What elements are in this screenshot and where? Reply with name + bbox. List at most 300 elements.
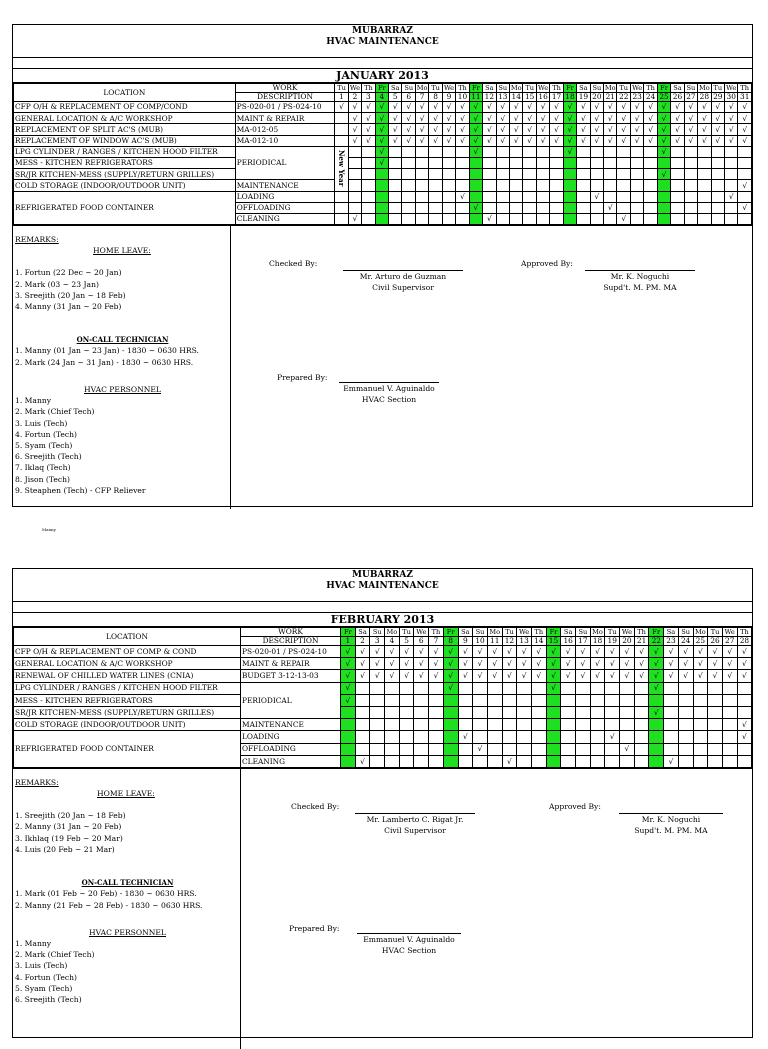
schedule-cell (563, 180, 576, 191)
day-name-cell: Fr (563, 84, 576, 93)
check-mark: √ (684, 135, 697, 146)
personnel-list (15, 395, 230, 496)
schedule-cell (385, 706, 400, 718)
schedule-cell (399, 731, 414, 743)
schedule-cell (399, 719, 414, 731)
schedule-cell (443, 694, 458, 706)
schedule-cell (458, 706, 473, 718)
oncall-title: ON-CALL TECHNICIAN (81, 878, 174, 888)
day-name-cell: Tu (711, 84, 724, 93)
check-mark: √ (671, 113, 684, 124)
day-number-cell: 23 (630, 93, 643, 102)
check-mark: √ (469, 202, 482, 213)
schedule-cell (496, 180, 509, 191)
schedule-cell (362, 180, 375, 191)
schedule-cell (442, 213, 455, 224)
list-item: 7. Iklaq (Tech) (15, 463, 71, 473)
table-row (14, 682, 752, 694)
check-mark: √ (630, 135, 643, 146)
prepared-by-title: HVAC Section (381, 945, 437, 955)
check-mark: √ (469, 113, 482, 124)
day-name-cell: Fr (657, 84, 670, 93)
check-mark: √ (664, 646, 679, 658)
schedule-cell (630, 157, 643, 168)
check-mark: √ (523, 102, 536, 113)
schedule-cell (523, 202, 536, 213)
check-mark: √ (531, 670, 546, 682)
check-mark: √ (617, 113, 630, 124)
schedule-cell (604, 146, 617, 157)
work-description-cell: LOADING (241, 731, 341, 743)
work-description-cell: MA-012-05 (235, 124, 335, 135)
schedule-cell (561, 706, 576, 718)
schedule-cell (341, 706, 356, 718)
schedule-cell (708, 706, 723, 718)
schedule-cell (348, 169, 361, 180)
check-mark: √ (496, 113, 509, 124)
day-name-cell: Tu (399, 628, 414, 637)
schedule-cell (722, 682, 737, 694)
check-mark: √ (671, 124, 684, 135)
check-mark: √ (724, 102, 737, 113)
table-row (14, 646, 752, 658)
schedule-cell (414, 682, 429, 694)
schedule-cell (523, 213, 536, 224)
schedule-cell (577, 169, 590, 180)
check-mark: √ (458, 646, 473, 658)
schedule-cell (442, 191, 455, 202)
check-mark: √ (649, 658, 664, 670)
schedule-cell (429, 755, 444, 767)
check-mark: √ (590, 113, 603, 124)
day-number-cell: 5 (399, 637, 414, 646)
work-description-cell: PERIODICAL (235, 146, 335, 180)
schedule-cell (473, 694, 488, 706)
day-number-cell: 20 (590, 93, 603, 102)
check-mark: √ (546, 682, 561, 694)
schedule-cell (671, 146, 684, 157)
schedule-cell (496, 146, 509, 157)
day-number-cell: 17 (576, 637, 591, 646)
schedule-cell (708, 694, 723, 706)
schedule-cell (630, 213, 643, 224)
check-mark: √ (375, 102, 388, 113)
schedule-cell (370, 694, 385, 706)
day-number-cell: 2 (348, 93, 361, 102)
schedule-cell (605, 743, 620, 755)
schedule-cell (590, 719, 605, 731)
location-cell: REPLACEMENT OF SPLIT AC'S (MUB) (14, 124, 236, 135)
check-mark: √ (414, 646, 429, 658)
schedule-cell (722, 694, 737, 706)
schedule-cell (693, 731, 708, 743)
schedule-cell (722, 743, 737, 755)
check-mark: √ (649, 670, 664, 682)
schedule-cell (634, 706, 649, 718)
schedule-cell (375, 202, 388, 213)
oncall-list (15, 888, 240, 910)
schedule-cell (370, 743, 385, 755)
check-mark: √ (577, 124, 590, 135)
day-name-cell: Sa (577, 84, 590, 93)
schedule-cell (678, 682, 693, 694)
location-cell: RENEWAL OF CHILLED WATER LINES (CNIA) (14, 670, 241, 682)
schedule-cell (724, 169, 737, 180)
schedule-cell (722, 731, 737, 743)
schedule-cell (429, 682, 444, 694)
check-mark: √ (722, 646, 737, 658)
schedule-cell (362, 213, 375, 224)
day-name-cell: Th (362, 84, 375, 93)
day-name-cell: Th (644, 84, 657, 93)
day-number-cell: 12 (483, 93, 496, 102)
check-mark: √ (429, 102, 442, 113)
schedule-cell (590, 202, 603, 213)
day-number-cell: 17 (550, 93, 563, 102)
day-number-cell: 26 (708, 637, 723, 646)
schedule-cell (738, 191, 752, 202)
check-mark: √ (644, 102, 657, 113)
schedule-cell (483, 202, 496, 213)
list-item: 1. Fortun (22 Dec ~ 20 Jan) (15, 268, 122, 278)
schedule-cell (737, 706, 752, 718)
month-title: JANUARY 2013 (13, 69, 752, 83)
check-mark: √ (657, 102, 670, 113)
table-row (14, 706, 752, 718)
check-mark: √ (483, 124, 496, 135)
schedule-cell (483, 191, 496, 202)
work-description-cell: MAINTENANCE (241, 719, 341, 731)
list-item: 4. Fortun (Tech) (15, 429, 77, 439)
check-mark: √ (341, 694, 356, 706)
day-number-cell: 26 (671, 93, 684, 102)
check-mark: √ (509, 124, 522, 135)
schedule-cell (385, 743, 400, 755)
schedule-cell (576, 719, 591, 731)
schedule-cell (536, 146, 549, 157)
schedule-cell (577, 213, 590, 224)
day-name-cell: Fr (469, 84, 482, 93)
check-mark: √ (617, 102, 630, 113)
day-number-cell: 2 (355, 637, 370, 646)
check-mark: √ (671, 135, 684, 146)
list-item: 4. Luis (20 Feb ~ 21 Mar) (15, 844, 115, 854)
schedule-cell (737, 755, 752, 767)
schedule-cell (577, 146, 590, 157)
check-mark: √ (664, 755, 679, 767)
list-item: 1. Manny (01 Jan ~ 23 Jan) - 1830 ~ 0630 HRS. (15, 346, 199, 356)
day-name-cell: Tu (708, 628, 723, 637)
schedule-cell (634, 719, 649, 731)
schedule-cell (620, 694, 635, 706)
work-description-cell: MAINTENANCE (235, 180, 335, 191)
check-mark: √ (576, 658, 591, 670)
list-item: 2. Manny (21 Feb ~ 28 Feb) - 1830 ~ 0630 HRS. (15, 900, 203, 910)
table-row (14, 157, 752, 168)
work-description-header: WORK (241, 628, 341, 637)
schedule-cell (414, 743, 429, 755)
check-mark: √ (722, 658, 737, 670)
check-mark: √ (671, 102, 684, 113)
check-mark: √ (389, 124, 402, 135)
check-mark: √ (620, 670, 635, 682)
schedule-cell (355, 694, 370, 706)
day-name-cell: We (414, 628, 429, 637)
day-name-cell: We (632, 83, 643, 92)
check-mark: √ (442, 102, 455, 113)
day-name-cell: Mo (416, 83, 428, 92)
schedule-cell (385, 682, 400, 694)
schedule-cell (605, 682, 620, 694)
check-mark: √ (414, 658, 429, 670)
work-description-header-2: DESCRIPTION (235, 93, 335, 102)
schedule-cell (429, 202, 442, 213)
day-number-cell: 14 (509, 93, 522, 102)
schedule-cell (487, 743, 502, 755)
check-mark: √ (335, 102, 348, 113)
home-leave-list (15, 267, 230, 312)
prepared-by-label: Prepared By: (277, 373, 328, 383)
schedule-cell (590, 180, 603, 191)
schedule-cell (496, 213, 509, 224)
check-mark: √ (644, 124, 657, 135)
schedule-cell (604, 157, 617, 168)
check-mark: √ (355, 755, 370, 767)
schedule-cell (698, 180, 711, 191)
schedule-cell (590, 146, 603, 157)
check-mark: √ (517, 658, 532, 670)
schedule-cell (664, 731, 679, 743)
check-mark: √ (362, 124, 375, 135)
schedule-cell (348, 191, 361, 202)
check-mark: √ (605, 670, 620, 682)
check-mark: √ (711, 102, 724, 113)
schedule-cell (402, 180, 415, 191)
schedule-cell (630, 202, 643, 213)
approved-by-title: Supd't. M. PM. MA (634, 825, 708, 835)
schedule-cell (722, 755, 737, 767)
schedule-cell (671, 191, 684, 202)
work-description-cell: MAINT & REPAIR (241, 658, 341, 670)
schedule-cell (473, 706, 488, 718)
schedule-cell (443, 755, 458, 767)
schedule-cell (429, 146, 442, 157)
check-mark: √ (590, 646, 605, 658)
schedule-cell (389, 202, 402, 213)
schedule-grid (13, 627, 752, 768)
schedule-cell (698, 213, 711, 224)
check-mark: √ (546, 658, 561, 670)
schedule-cell (523, 180, 536, 191)
list-item: 2. Mark (Chief Tech) (15, 407, 95, 417)
schedule-cell (576, 755, 591, 767)
schedule-cell (657, 191, 670, 202)
schedule-cell (536, 202, 549, 213)
schedule-cell (737, 743, 752, 755)
schedule-cell (576, 694, 591, 706)
day-name-cell: We (620, 628, 635, 637)
check-mark: √ (487, 658, 502, 670)
list-item: 3. Ikhlaq (19 Feb ~ 20 Mar) (15, 833, 123, 843)
approved-by-label: Approved By: (549, 801, 601, 811)
schedule-cell (458, 755, 473, 767)
check-mark: √ (442, 113, 455, 124)
location-header: LOCATION (14, 628, 241, 646)
schedule-cell (523, 169, 536, 180)
schedule-cell (678, 731, 693, 743)
schedule-cell (362, 202, 375, 213)
schedule-cell (724, 146, 737, 157)
schedule-cell (531, 731, 546, 743)
schedule-cell (389, 146, 402, 157)
list-item: 5. Syam (Tech) (15, 983, 73, 993)
check-mark: √ (630, 124, 643, 135)
check-mark: √ (458, 670, 473, 682)
schedule-cell (722, 719, 737, 731)
check-mark: √ (561, 658, 576, 670)
day-name-cell: Fr (649, 628, 664, 637)
check-mark: √ (617, 213, 630, 224)
approved-by-block (619, 813, 723, 836)
check-mark: √ (375, 124, 388, 135)
work-description-cell: MA-012-10 (235, 135, 335, 146)
schedule-cell (657, 202, 670, 213)
schedule-cell (724, 202, 737, 213)
home-leave-title: HOME LEAVE: (93, 246, 151, 256)
approved-by-title: Supd't. M. PM. MA (603, 283, 677, 293)
day-name-cell: Sa (483, 84, 496, 93)
schedule-cell (698, 202, 711, 213)
schedule-cell (415, 191, 428, 202)
schedule-cell (738, 157, 752, 168)
check-mark: √ (502, 646, 517, 658)
schedule-cell (708, 755, 723, 767)
day-name-cell: Mo (604, 83, 616, 92)
check-mark: √ (531, 658, 546, 670)
schedule-cell (487, 731, 502, 743)
schedule-cell (429, 694, 444, 706)
day-name-cell: Mo (510, 83, 522, 92)
schedule-cell (456, 157, 469, 168)
schedule-cell (355, 706, 370, 718)
day-number-cell: 14 (531, 637, 546, 646)
schedule-cell (348, 202, 361, 213)
check-mark: √ (644, 113, 657, 124)
check-mark: √ (443, 646, 458, 658)
schedule-cell (335, 124, 348, 135)
schedule-cell (590, 682, 605, 694)
schedule-cell (550, 202, 563, 213)
schedule-cell (711, 169, 724, 180)
day-name-cell: Su (496, 84, 509, 93)
schedule-cell (458, 694, 473, 706)
day-number-cell: 6 (402, 93, 415, 102)
check-mark: √ (341, 670, 356, 682)
schedule-cell (711, 180, 724, 191)
check-mark: √ (684, 113, 697, 124)
schedule-cell (576, 706, 591, 718)
check-mark: √ (563, 135, 576, 146)
schedule-cell (456, 213, 469, 224)
day-name-cell: Sa (671, 84, 684, 93)
work-description-cell: CLEANING (241, 755, 341, 767)
day-number-cell: 11 (487, 637, 502, 646)
check-mark: √ (737, 646, 752, 658)
day-number-cell: 28 (698, 93, 711, 102)
schedule-cell (531, 755, 546, 767)
schedule-table (13, 627, 752, 768)
check-mark: √ (620, 743, 635, 755)
schedule-cell (678, 706, 693, 718)
schedule-cell (531, 706, 546, 718)
day-number-cell: 5 (389, 93, 402, 102)
schedule-cell (429, 731, 444, 743)
schedule-cell (671, 202, 684, 213)
check-mark: √ (402, 102, 415, 113)
schedule-cell (399, 706, 414, 718)
schedule-cell (657, 157, 670, 168)
schedule-cell (724, 180, 737, 191)
check-mark: √ (473, 646, 488, 658)
schedule-cell (415, 180, 428, 191)
check-mark: √ (634, 658, 649, 670)
approved-by-block (585, 270, 695, 293)
approved-by-label: Approved By: (521, 259, 573, 269)
check-mark: √ (617, 135, 630, 146)
schedule-cell (414, 694, 429, 706)
schedule-cell (590, 213, 603, 224)
day-name-cell: We (443, 83, 455, 92)
schedule-cell (693, 694, 708, 706)
schedule-cell (671, 157, 684, 168)
location-cell: MESS - KITCHEN REFRIGERATORS (14, 157, 236, 168)
check-mark: √ (657, 124, 670, 135)
check-mark: √ (355, 670, 370, 682)
check-mark: √ (385, 670, 400, 682)
prepared-by-label: Prepared By: (289, 923, 340, 933)
list-item: 8. Jison (Tech) (15, 474, 70, 484)
schedule-cell (415, 146, 428, 157)
schedule-cell (617, 157, 630, 168)
day-number-cell: 16 (536, 93, 549, 102)
check-mark: √ (370, 658, 385, 670)
check-mark: √ (399, 670, 414, 682)
check-mark: √ (738, 102, 752, 113)
schedule-cell (644, 202, 657, 213)
prepared-by-block (357, 933, 461, 956)
schedule-cell (502, 694, 517, 706)
check-mark: √ (536, 135, 549, 146)
check-mark: √ (362, 102, 375, 113)
schedule-cell (509, 169, 522, 180)
schedule-cell (442, 157, 455, 168)
schedule-cell (711, 146, 724, 157)
schedule-cell (563, 157, 576, 168)
check-mark: √ (590, 191, 603, 202)
schedule-cell (630, 169, 643, 180)
check-mark: √ (483, 135, 496, 146)
dept-name: HVAC MAINTENANCE (326, 581, 439, 591)
schedule-cell (664, 694, 679, 706)
check-mark: √ (724, 191, 737, 202)
schedule-cell (708, 731, 723, 743)
check-mark: √ (724, 124, 737, 135)
check-mark: √ (517, 670, 532, 682)
schedule-cell (517, 743, 532, 755)
list-item: 2. Mark (03 ~ 23 Jan) (15, 279, 99, 289)
schedule-cell (738, 146, 752, 157)
check-mark: √ (664, 658, 679, 670)
